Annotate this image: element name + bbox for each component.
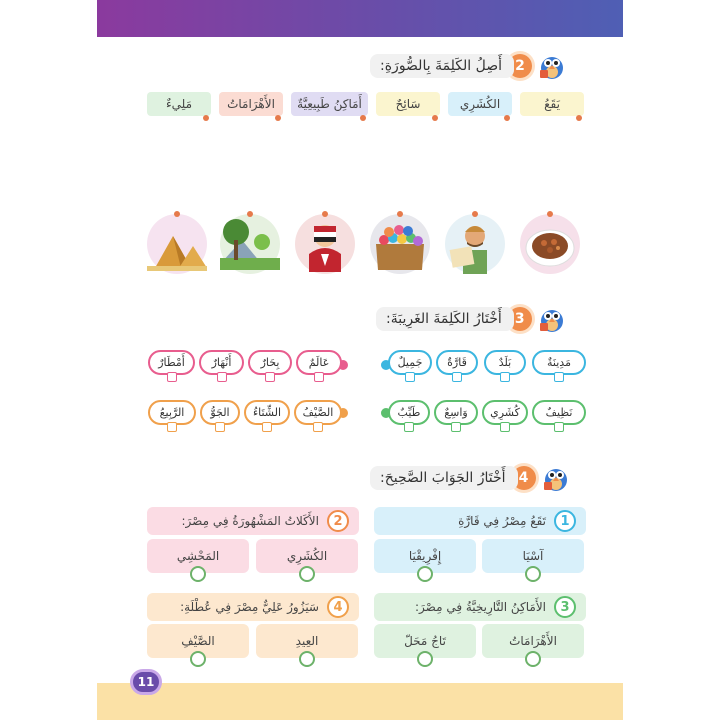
header-band: [97, 0, 623, 37]
bird-icon: [536, 50, 568, 82]
egypt-person-picture[interactable]: [295, 214, 355, 274]
section-number: 4: [512, 466, 536, 490]
question-text: الأَكَلاتُ المَشْهُورَةُ فِي مِصْرَ:: [181, 514, 319, 528]
section4-header: [370, 462, 572, 494]
odd-word-option[interactable]: أَمْطَارٌ: [148, 350, 195, 375]
tourist-picture[interactable]: [445, 214, 505, 274]
question-number: 1: [554, 510, 576, 532]
answer-radio[interactable]: [417, 651, 433, 667]
odd-word-option[interactable]: بِحَارٌ: [248, 350, 292, 375]
question-card: [147, 507, 359, 535]
question-card: [147, 593, 359, 621]
word-card[interactable]: مَلِيءٌ: [147, 92, 211, 116]
odd-word-option[interactable]: بَلَدٌ: [484, 350, 526, 375]
pyramids-picture[interactable]: [147, 214, 207, 274]
answer-option[interactable]: إِفْرِيقْيَا: [374, 539, 476, 573]
question-number: 4: [327, 596, 349, 618]
answer-option[interactable]: المَحْشِي: [147, 539, 249, 573]
section-number: 2: [508, 54, 532, 78]
odd-word-option[interactable]: وَاسِعٌ: [434, 400, 478, 425]
section-title: أَخْتَارُ الكَلِمَةَ الغَرِيبَةَ:: [376, 307, 514, 331]
question-card: [374, 507, 586, 535]
section-title: أَخْتَارُ الجَوَابَ الصَّحِيحَ:: [370, 466, 518, 490]
nature-picture[interactable]: [220, 214, 280, 274]
odd-word-option[interactable]: نَظِيفٌ: [532, 400, 586, 425]
koshari-picture[interactable]: [520, 214, 580, 274]
odd-word-option[interactable]: الرَّبِيعُ: [148, 400, 196, 425]
page-number: 11: [130, 669, 162, 695]
word-card[interactable]: يَقَعُ: [520, 92, 584, 116]
word-card[interactable]: الكُشَرِي: [448, 92, 512, 116]
odd-word-option[interactable]: كُشَرِي: [482, 400, 528, 425]
odd-word-option[interactable]: الصَّيْفُ: [294, 400, 342, 425]
question-text: تَقَعُ مِصْرُ فِي قَارَّةِ: [458, 514, 546, 528]
footer-band: [97, 683, 623, 720]
section-number: 3: [508, 307, 532, 331]
answer-radio[interactable]: [190, 651, 206, 667]
answer-option[interactable]: الصَّيْفِ: [147, 624, 249, 658]
odd-word-option[interactable]: قَارَّةٌ: [436, 350, 478, 375]
answer-option[interactable]: آسْيَا: [482, 539, 584, 573]
answer-option[interactable]: العِيدِ: [256, 624, 358, 658]
answer-option[interactable]: الكُشَرِي: [256, 539, 358, 573]
word-card[interactable]: سَائِحٌ: [376, 92, 440, 116]
question-card: [374, 593, 586, 621]
answer-radio[interactable]: [525, 651, 541, 667]
answer-radio[interactable]: [417, 566, 433, 582]
answer-radio[interactable]: [190, 566, 206, 582]
section-title: أَصِلُ الكَلِمَةَ بِالصُّورَةِ:: [370, 54, 514, 78]
odd-word-option[interactable]: جَمِيلٌ: [388, 350, 432, 375]
answer-option[interactable]: تَاجُ مَحَلّ: [374, 624, 476, 658]
question-number: 3: [554, 596, 576, 618]
answer-radio[interactable]: [299, 566, 315, 582]
section2-header: [370, 50, 568, 82]
answer-option[interactable]: الأَهْرَامَاتُ: [482, 624, 584, 658]
bird-icon: [536, 303, 568, 335]
odd-word-option[interactable]: طَيِّبٌ: [388, 400, 430, 425]
word-card[interactable]: أَمَاكِنُ طَبِيعِيَّةٌ: [291, 92, 368, 116]
word-card[interactable]: الأَهْرَامَاتُ: [219, 92, 283, 116]
odd-word-option[interactable]: الشِّتَاءُ: [244, 400, 290, 425]
odd-word-option[interactable]: مَدِينَةٌ: [532, 350, 586, 375]
odd-word-option[interactable]: الجَوُّ: [200, 400, 240, 425]
bird-icon: [540, 462, 572, 494]
question-number: 2: [327, 510, 349, 532]
question-text: الأَمَاكِنُ التَّارِيخِيَّةُ فِي مِصْرَ:: [415, 600, 546, 614]
question-text: سَيَزُورُ عَلِيٌّ مِصْرَ فِي عُطْلَةِ:: [180, 600, 319, 614]
odd-word-option[interactable]: أَنْهَارٌ: [199, 350, 244, 375]
answer-radio[interactable]: [525, 566, 541, 582]
odd-word-option[interactable]: عَالَمٌ: [296, 350, 342, 375]
colored-balls-picture[interactable]: [370, 214, 430, 274]
section3-header: [376, 303, 568, 335]
answer-radio[interactable]: [299, 651, 315, 667]
